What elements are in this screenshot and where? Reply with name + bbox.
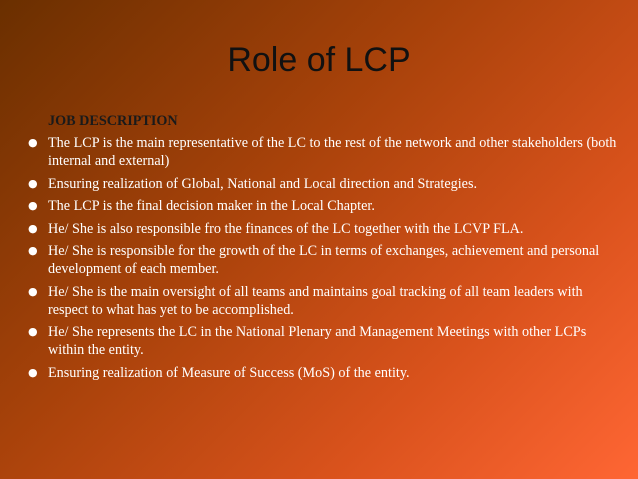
bullet-text: He/ She is the main oversight of all teams and maintains goal tracking of all team leaders with respect to what has yet to be accomplished. (48, 283, 583, 318)
bullet-dot-icon: ● (28, 325, 38, 338)
list-item (26, 364, 618, 382)
slide-title: Role of LCP (227, 41, 411, 79)
bullet-text: The LCP is the main representative of the LC to the rest of the network and other stakeholders (both internal and external) (48, 135, 617, 169)
list-item (26, 220, 618, 238)
list-item (26, 323, 618, 359)
bullet-text: Ensuring realization of Measure of Success (MoS) of the entity. (48, 364, 410, 381)
bullet-list (26, 134, 618, 382)
bullet-dot-icon: ● (28, 244, 38, 257)
list-item (26, 283, 618, 319)
bullet-dot-icon: ● (28, 365, 38, 379)
slide-content (26, 112, 618, 386)
bullet-text: The LCP is the final decision maker in the Local Chapter. (48, 198, 375, 214)
bullet-text: He/ She is also responsible fro the finances of the LC together with the LCVP FLA. (48, 220, 524, 237)
bullet-text: He/ She is responsible for the growth of the LC in terms of exchanges, achievement and personal development of each member. (48, 243, 600, 277)
bullet-dot-icon: ● (28, 136, 38, 149)
bullet-dot-icon: ● (28, 221, 38, 235)
list-item (26, 175, 618, 193)
bullet-dot-icon: ● (28, 176, 38, 190)
bullet-dot-icon: ● (28, 199, 38, 212)
section-heading: JOB DESCRIPTION (48, 113, 178, 129)
bullet-text: Ensuring realization of Global, National and Local direction and Strategies. (48, 175, 478, 192)
bullet-dot-icon: ● (28, 284, 38, 298)
bullet-text: He/ She represents the LC in the National Plenary and Management Meetings with other LCPs within the entity. (48, 324, 587, 358)
list-item (26, 242, 618, 278)
list-item (26, 197, 618, 215)
list-item (26, 134, 618, 170)
